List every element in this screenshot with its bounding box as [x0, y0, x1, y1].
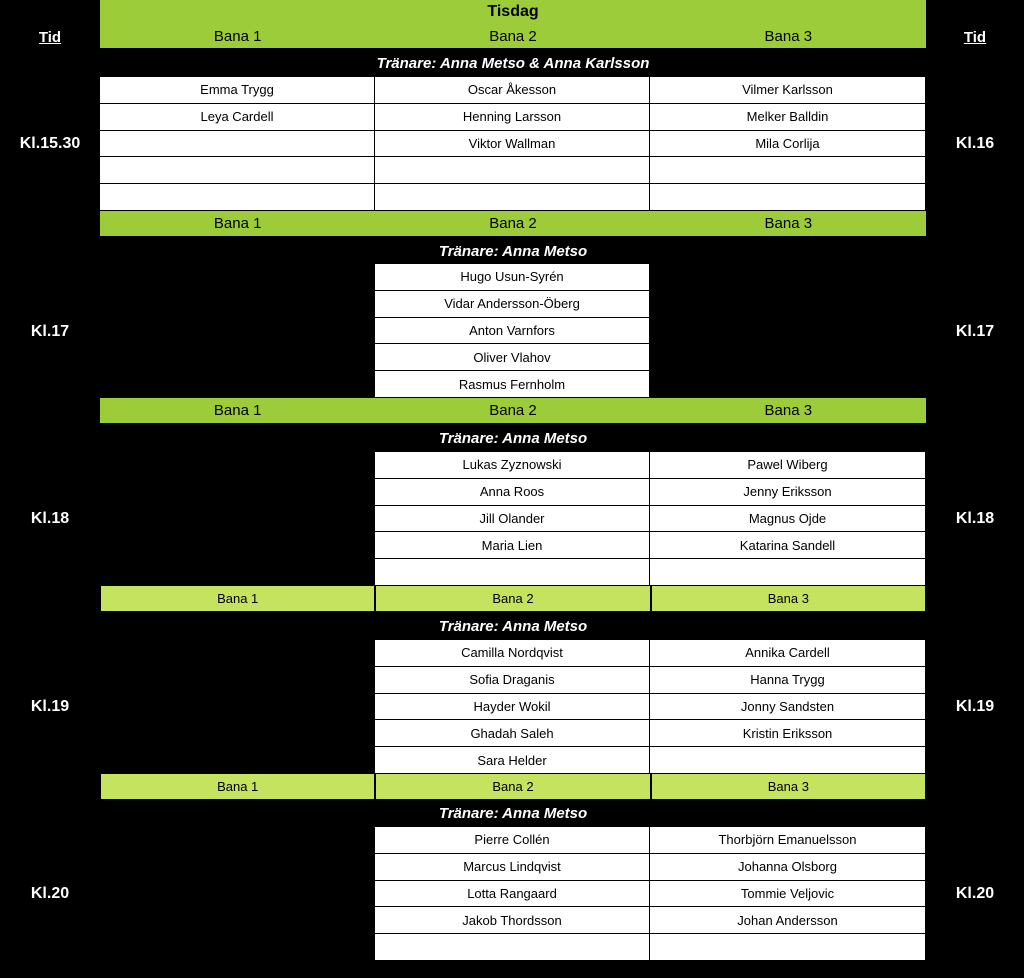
bana-label: Bana 1	[100, 774, 375, 799]
empty-slot	[100, 318, 375, 345]
player-cell: Marcus Lindqvist	[375, 854, 650, 881]
player-cell: Katarina Sandell	[650, 532, 926, 559]
player-cell: Kristin Eriksson	[650, 720, 926, 747]
empty-slot	[100, 532, 375, 559]
player-cell: Vilmer Karlsson	[650, 77, 926, 104]
empty-slot	[650, 371, 926, 398]
bana-header-row	[100, 211, 926, 236]
bana-label: Bana 3	[651, 586, 926, 611]
player-cell	[650, 184, 926, 211]
time-label-right: Kl.18	[955, 510, 995, 527]
name-grid	[100, 452, 926, 586]
empty-slot	[100, 694, 375, 721]
player-cell: Anna Roos	[375, 479, 650, 506]
player-cell	[650, 157, 926, 184]
tid-header-left: Tid	[38, 28, 62, 46]
time-label-right: Kl.20	[955, 885, 995, 902]
empty-slot	[100, 479, 375, 506]
player-cell	[375, 559, 650, 586]
bana-label: Bana 3	[764, 402, 813, 419]
player-cell: Sofia Draganis	[375, 667, 650, 694]
time-label-left: Kl.19	[30, 698, 70, 715]
empty-slot	[100, 506, 375, 533]
player-cell: Rasmus Fernholm	[375, 371, 650, 398]
player-cell	[650, 559, 926, 586]
player-cell	[375, 184, 650, 211]
time-label-left: Kl.17	[30, 323, 70, 340]
player-cell: Ghadah Saleh	[375, 720, 650, 747]
time-label-left: Kl.15.30	[19, 135, 81, 152]
player-cell: Camilla Nordqvist	[375, 640, 650, 667]
trainer-label: Tränare: Anna Metso	[438, 429, 588, 447]
player-cell: Maria Lien	[375, 532, 650, 559]
player-cell: Jakob Thordsson	[375, 907, 650, 934]
player-cell: Hayder Wokil	[375, 694, 650, 721]
player-cell	[650, 747, 926, 774]
bana-label: Bana 3	[764, 27, 813, 45]
empty-slot	[650, 291, 926, 318]
player-cell	[375, 934, 650, 961]
empty-slot	[100, 720, 375, 747]
player-cell: Johanna Olsborg	[650, 854, 926, 881]
player-cell: Melker Balldin	[650, 104, 926, 131]
player-cell: Lotta Rangaard	[375, 881, 650, 908]
empty-slot	[100, 747, 375, 774]
player-cell: Henning Larsson	[375, 104, 650, 131]
name-grid	[100, 827, 926, 961]
trainer-label: Tränare: Anna Metso & Anna Karlsson	[376, 54, 650, 72]
player-cell: Hugo Usun-Syrén	[375, 264, 650, 291]
player-cell: Annika Cardell	[650, 640, 926, 667]
bana-label: Bana 1	[213, 402, 262, 419]
player-cell: Anton Varnfors	[375, 318, 650, 345]
time-label-right: Kl.19	[955, 698, 995, 715]
bana-label: Bana 1	[213, 215, 262, 232]
bana-label: Bana 1	[213, 27, 262, 45]
empty-slot	[100, 881, 375, 908]
player-cell	[100, 157, 375, 184]
name-grid	[100, 77, 926, 211]
player-cell: Pawel Wiberg	[650, 452, 926, 479]
player-cell: Johan Andersson	[650, 907, 926, 934]
player-cell: Oscar Åkesson	[375, 77, 650, 104]
empty-slot	[100, 371, 375, 398]
bana-label: Bana 3	[764, 215, 813, 232]
empty-slot	[650, 344, 926, 371]
empty-slot	[100, 452, 375, 479]
player-cell: Jenny Eriksson	[650, 479, 926, 506]
player-cell	[650, 934, 926, 961]
player-cell: Jonny Sandsten	[650, 694, 926, 721]
empty-slot	[100, 907, 375, 934]
bana-header-row	[100, 586, 926, 611]
time-label-right: Kl.17	[955, 323, 995, 340]
bana-header-row	[100, 398, 926, 423]
empty-slot	[100, 344, 375, 371]
player-cell: Pierre Collén	[375, 827, 650, 854]
player-cell: Emma Trygg	[100, 77, 375, 104]
bana-label: Bana 2	[489, 27, 537, 45]
time-label-right: Kl.16	[955, 135, 995, 152]
empty-slot	[100, 291, 375, 318]
empty-slot	[100, 640, 375, 667]
player-cell: Leya Cardell	[100, 104, 375, 131]
empty-slot	[650, 318, 926, 345]
bana-header-row	[100, 774, 926, 799]
empty-slot	[100, 264, 375, 291]
player-cell: Thorbjörn Emanuelsson	[650, 827, 926, 854]
player-cell	[375, 157, 650, 184]
empty-slot	[650, 264, 926, 291]
player-cell	[100, 131, 375, 158]
trainer-label: Tränare: Anna Metso	[438, 804, 588, 822]
bana-label: Bana 2	[375, 586, 650, 611]
bana-label: Bana 2	[489, 215, 537, 232]
empty-slot	[100, 559, 375, 586]
player-cell: Jill Olander	[375, 506, 650, 533]
player-cell: Lukas Zyznowski	[375, 452, 650, 479]
name-grid	[100, 264, 926, 398]
bana-label: Bana 2	[489, 402, 537, 419]
bana-label: Bana 3	[651, 774, 926, 799]
empty-slot	[100, 854, 375, 881]
empty-slot	[100, 667, 375, 694]
player-cell: Viktor Wallman	[375, 131, 650, 158]
player-cell: Hanna Trygg	[650, 667, 926, 694]
empty-slot	[100, 934, 375, 961]
name-grid	[100, 640, 926, 774]
player-cell: Tommie Veljovic	[650, 881, 926, 908]
empty-slot	[100, 827, 375, 854]
trainer-label: Tränare: Anna Metso	[438, 617, 588, 635]
player-cell	[100, 184, 375, 211]
player-cell: Magnus Ojde	[650, 506, 926, 533]
trainer-label: Tränare: Anna Metso	[438, 242, 588, 260]
player-cell: Mila Corlija	[650, 131, 926, 158]
player-cell: Oliver Vlahov	[375, 344, 650, 371]
player-cell: Sara Helder	[375, 747, 650, 774]
bana-header-row	[100, 24, 926, 48]
player-cell: Vidar Andersson-Öberg	[375, 291, 650, 318]
time-label-left: Kl.18	[30, 510, 70, 527]
bana-label: Bana 2	[375, 774, 650, 799]
bana-label: Bana 1	[100, 586, 375, 611]
day-title: Tisdag	[100, 0, 926, 24]
time-label-left: Kl.20	[30, 885, 70, 902]
tid-header-right: Tid	[963, 28, 987, 46]
